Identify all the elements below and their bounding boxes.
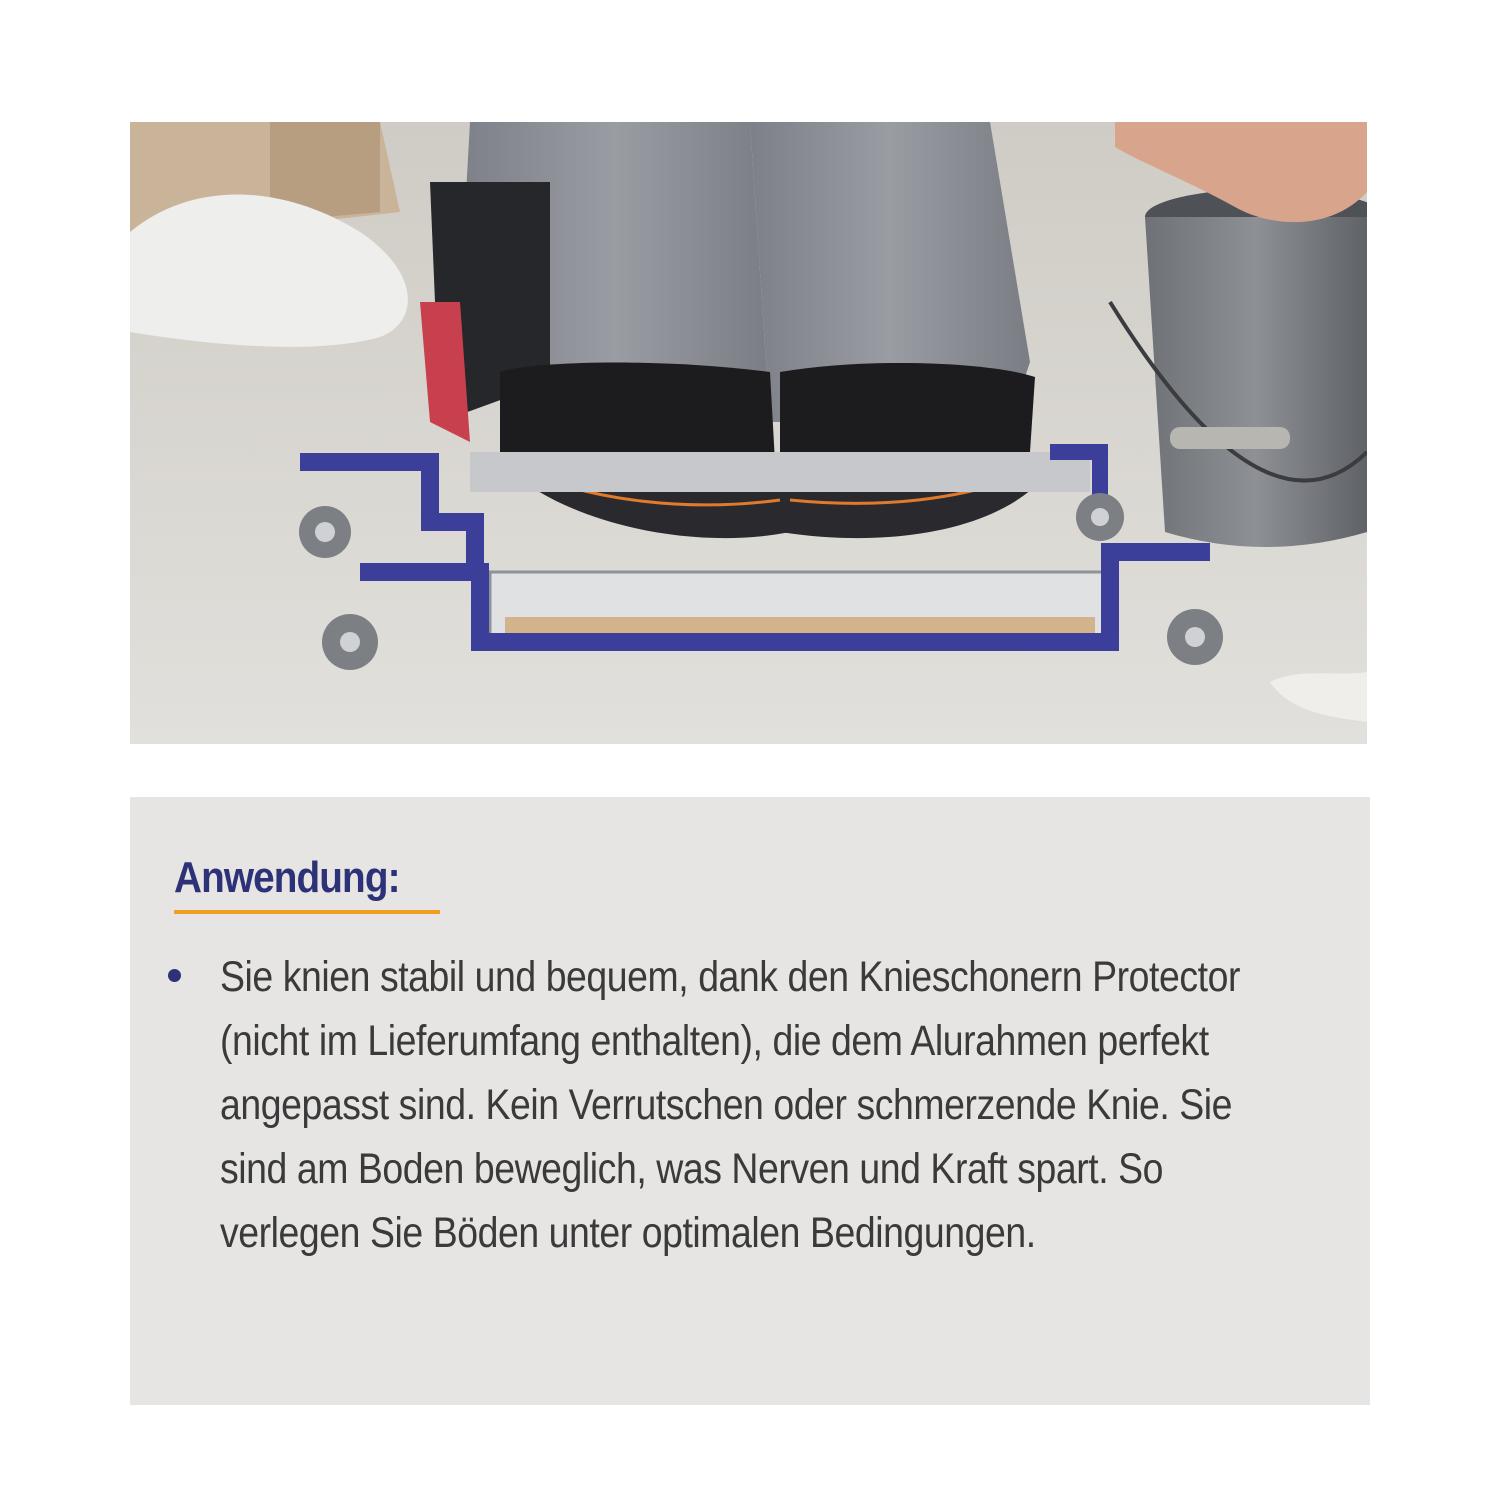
product-photo xyxy=(130,122,1367,744)
section-heading: Anwendung: xyxy=(174,853,400,902)
photo-illustration xyxy=(130,122,1367,744)
bullet-text: Sie knien stabil und bequem, dank den Knieschonern Protector (nicht im Lieferumfang enthalten), die dem Alurahmen perfekt angepasst sind. Kein Verrutschen oder schmerzende Knie. Sie sind am Boden beweglich, was Nerven und Kraft spart. So verlegen Sie Böden unter optimalen Bedingungen. xyxy=(220,953,1240,1257)
info-panel xyxy=(130,797,1370,1405)
list-item xyxy=(158,945,1338,1265)
heading-underline xyxy=(174,910,440,914)
bullet-icon xyxy=(168,969,181,982)
bullet-list xyxy=(158,945,1338,1265)
